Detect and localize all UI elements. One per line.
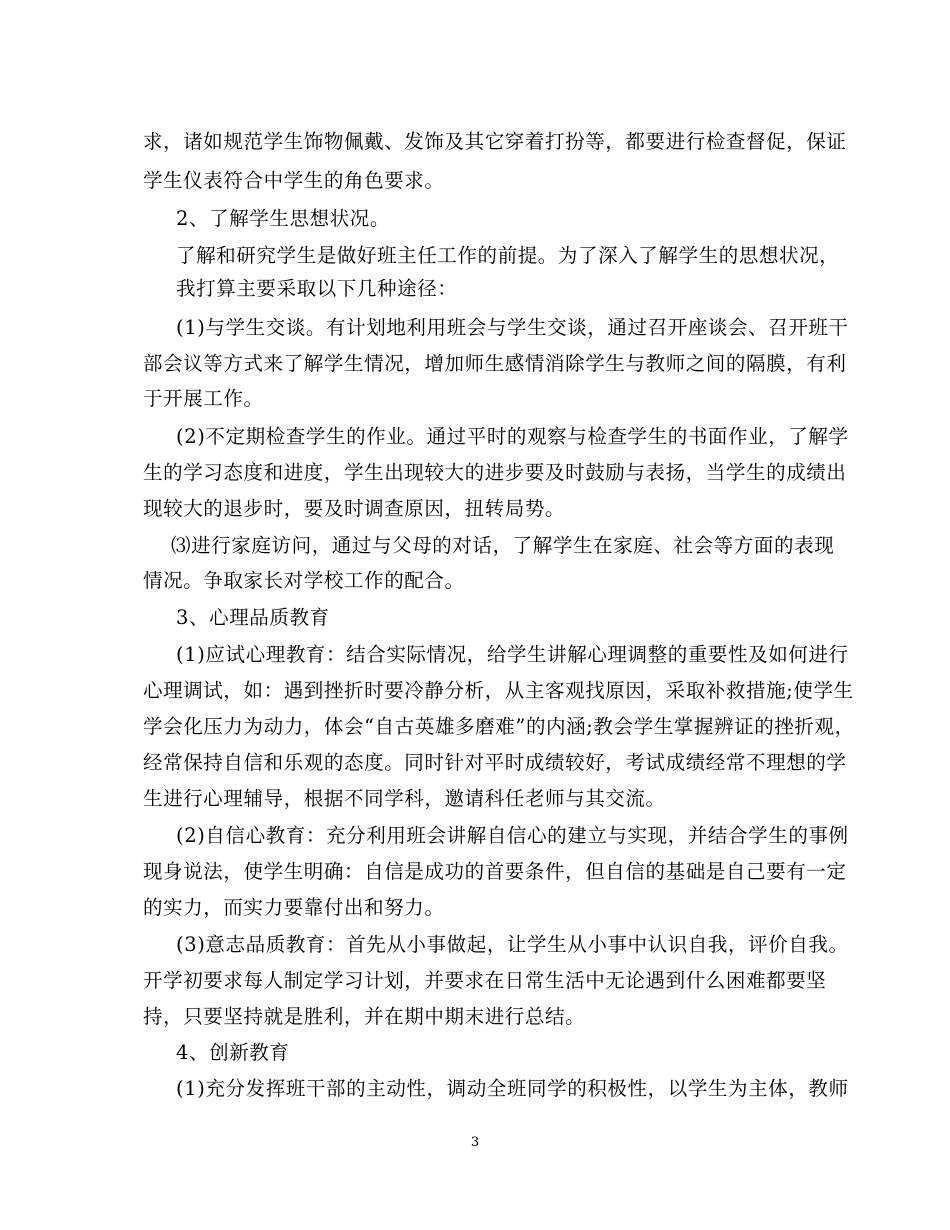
text-line: 现较大的退步时，要及时调查原因，扭转局势。 bbox=[143, 497, 566, 520]
text-line: 现身说法，使学生明确：自信是成功的首要条件，但自信的基础是自己要有一定 bbox=[143, 860, 847, 883]
text-line: 的实力，而实力要靠付出和努力。 bbox=[143, 896, 445, 919]
text-line: 了解和研究学生是做好班主任工作的前提。为了深入了解学生的思想状况， bbox=[176, 244, 840, 267]
text-line: 求，诸如规范学生饰物佩戴、发饰及其它穿着打扮等，都要进行检查督促，保证 bbox=[143, 130, 847, 153]
text-line: 生进行心理辅导，根据不同学科，邀请科任老师与其交流。 bbox=[143, 787, 666, 810]
text-line: 经常保持自信和乐观的态度。同时针对平时成绩较好，考试成绩经常不理想的学 bbox=[143, 751, 847, 774]
text-line: (3)意志品质教育：首先从小事做起，让学生从小事中认识自我，评价自我。 bbox=[176, 933, 849, 956]
text-line: 学生仪表符合中学生的角色要求。 bbox=[143, 169, 445, 192]
text-line: 生的学习态度和进度，学生出现较大的进步要及时鼓励与表扬，当学生的成绩出 bbox=[143, 461, 847, 484]
section-heading: 4、创新教育 bbox=[176, 1041, 290, 1064]
page-number: 3 bbox=[470, 1135, 480, 1150]
section-heading: 2、了解学生思想状况。 bbox=[176, 207, 391, 230]
text-line: 于开展工作。 bbox=[143, 387, 264, 410]
text-line: (2)不定期检查学生的作业。通过平时的观察与检查学生的书面作业，了解学 bbox=[176, 425, 849, 448]
text-line: 学会化压力为动力，体会“自古英雄多磨难”的内涵;教会学生掌握辨证的挫折观， bbox=[143, 715, 855, 738]
section-heading: 3、心理品质教育 bbox=[176, 606, 330, 629]
text-line: (2)自信心教育：充分利用班会讲解自信心的建立与实现，并结合学生的事例 bbox=[176, 824, 849, 847]
text-line: ⑶进行家庭访问，通过与父母的对话，了解学生在家庭、社会等方面的表现 bbox=[171, 534, 835, 557]
text-line: 部会议等方式来了解学生情况，增加师生感情消除学生与教师之间的隔膜，有利 bbox=[143, 352, 847, 375]
text-line: (1)与学生交谈。有计划地利用班会与学生交谈，通过召开座谈会、召开班干 bbox=[176, 316, 849, 339]
text-line: 情况。争取家长对学校工作的配合。 bbox=[143, 569, 465, 592]
text-line: 持，只要坚持就是胜利，并在期中期末进行总结。 bbox=[143, 1005, 586, 1028]
text-line: 开学初要求每人制定学习计划，并要求在日常生活中无论遇到什么困难都要坚 bbox=[143, 969, 827, 992]
text-line: (1)充分发挥班干部的主动性，调动全班同学的积极性，以学生为主体，教师 bbox=[176, 1077, 849, 1100]
text-line: 我打算主要采取以下几种途径： bbox=[176, 277, 458, 300]
text-line: 心理调试，如：遇到挫折时要冷静分析，从主客观找原因，采取补救措施;使学生 bbox=[143, 679, 854, 702]
text-line: (1)应试心理教育：结合实际情况，给学生讲解心理调整的重要性及如何进行 bbox=[176, 643, 849, 666]
